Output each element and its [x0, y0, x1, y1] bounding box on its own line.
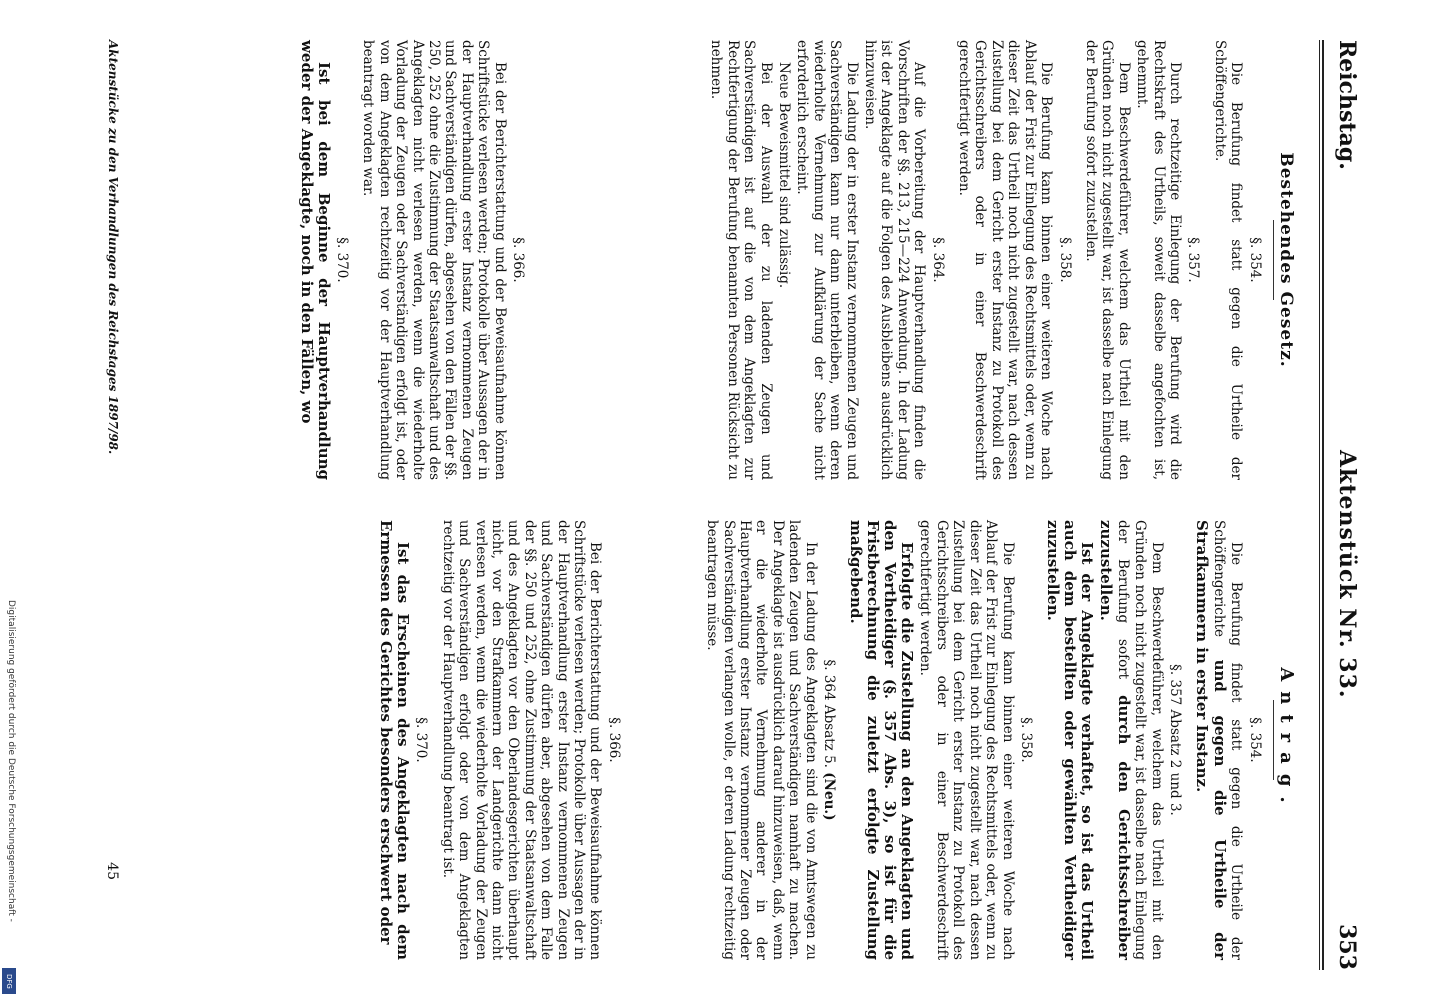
section-text: Bei der Auswahl der zu ladenden Zeugen und Sachverständigen ist auf die von dem Angeklagten zur Rechtfertigung der Berufung benannten Personen Rücksicht zu nehmen. [708, 40, 774, 480]
section-text [1097, 520, 1165, 960]
section-number: §. 354. [1246, 237, 1263, 283]
section-text: In der Ladung des Angeklagten sind die von Amtswegen zu ladenden Zeugen und Sachverständigen namhaft zu machen. Der Angeklagte ist ausdrücklich darauf hinzuweisen, daß, wenn er die wiederholte Vernehmung anderer in der Hauptverhandlung erster Instanz vernommener Zeugen oder Sachverständigen verlangen wolle, er deren Ladung rechtzeitig beantragen müsse. [704, 520, 819, 960]
document-page [80, 0, 1370, 1000]
section-text: Auf die Vorbereitung der Hauptverhandlung finden die Vorschriften der §§. 213, 215—224 Anwendung. In der Ladung ist der Angeklagte auf die Folgen des Ausbleibens ausdrücklich hinzuweisen. [862, 40, 928, 480]
section-number: §. 357 Absatz 2 und 3. [1166, 664, 1183, 816]
header-page-number: 353 [1334, 924, 1360, 970]
header-rule [1322, 40, 1324, 970]
section-number-text: §. 364 Absatz 5. [821, 659, 838, 768]
section-number: §. 358. [1017, 717, 1034, 763]
heading-rule [1273, 700, 1274, 780]
footer-note: Aktenstücke zu den Verhandlungen des Reichstages 1897/98. [106, 40, 120, 455]
credit-text: Digitalisierung gefördert durch die Deutsche Forschungsgemeinschaft - [6, 600, 16, 922]
column-proposal [375, 520, 1300, 960]
section-text: Die Berufung kann binnen einer weiteren Woche nach Ablauf der Frist zur Einlegung des Rechtsmittels oder, wenn zu dieser Zeit das Urtheil noch nicht zugestellt war, nach dessen Zustellung bei dem Gericht erster Instanz zu Protokoll des Gerichtsschreibers oder in einer Beschwerdeschrift gerechtfertigt werden. [956, 40, 1055, 480]
spacer [536, 40, 706, 480]
section-number: §. 370. [413, 717, 430, 763]
section-number: §. 364. [929, 237, 946, 283]
section-number: §. 366. [510, 237, 526, 283]
section-text: Neue Beweismittel sind zulässig. [776, 62, 793, 289]
section-number: §. 354. [1246, 717, 1263, 763]
column-heading: Bestehendes Gesetz. [1276, 152, 1296, 368]
section-text: Die Ladung der in erster Instanz vernommenen Zeugen und Sachverständigen kann nur dann unterbleiben, wenn deren wiederholte Vernehmung zur Aufklärung der Sache nicht erforderlich erscheint. [794, 40, 860, 480]
section-text [1193, 520, 1244, 960]
header-center: Aktenstück Nr. 33. [1334, 450, 1360, 699]
amended-text: Ist das Erscheinen des Angeklagten nach dem Ermessen des Gerichtes besonders erschwert oder [376, 520, 412, 960]
section-number: §. 358. [1056, 237, 1073, 283]
amended-text: Ist der Angeklagte verhaftet, so ist das Urtheil auch dem bestellten oder gewählten Vertheidiger zuzustellen. [1043, 520, 1096, 960]
section-text: Dem Beschwerdeführer, welchem das Urtheil mit den Gründen noch nicht zugestellt war, ist dasselbe nach Einlegung der Berufung sofort zuzustellen. [1082, 40, 1132, 480]
digitization-credit [0, 0, 20, 1000]
header-rule-thin [1319, 40, 1320, 970]
amended-text: durch den Gerichtsschreiber zuzustellen. [1097, 520, 1133, 961]
header-left: Reichstag. [1334, 40, 1360, 170]
section-text: Bei der Berichterstattung und der Beweisaufnahme können Schriftstücke verlesen werden; Protokolle über Aussagen der in der Hauptverhandlung erster Instanz vernommenen Zeugen und Sachverständigen dürfen aber, abgesehen von dem Falle der §§. 250 und 252, ohne Zustimmung der Staatsanwaltschaft und des Angeklagten vor den Oberlandesgerichten überhaupt nicht, vor den Strafkammern der Landgerichte dann nicht verlesen werden, wenn die wiederholte Vorladung der Zeugen und Sachverständigen erfolgt oder von dem Angeklagten rechtzeitig vor der Hauptverhandlung beantragt ist. [439, 520, 604, 960]
column-heading: Antrag. [1276, 667, 1297, 813]
plain-text: Dem Beschwerdeführer, welchem das Urtheil mit den Gründen noch nicht zugestellt war, ist dasselbe nach Einlegung der Berufung sofort [1114, 520, 1165, 960]
section-text: Bei der Berichterstattung und der Beweisaufnahme können Schriftstücke verlesen werden; Protokolle über Aussagen der in der Hauptverhandlung erster Instanz vernommenen Zeugen und Sachverständigen dürfen, abgesehen von den Fällen der §§. 250, 252 ohne die Zustimmung der Staatsanwaltschaft und des Angeklagten nicht verlesen werden, wenn die wiederholte Vorladung der Zeugen oder Sachverständigen erfolgt ist, oder von dem Angeklagten rechtzeitig vor der Hauptverhandlung beantragt worden war. [360, 40, 508, 480]
column-existing-law [296, 40, 1300, 480]
section-text: Die Berufung kann binnen einer weiteren Woche nach Ablauf der Frist zur Einlegung des Rechtsmittels oder, wenn zu dieser Zeit das Urtheil noch nicht zugestellt war, nach dessen Zustellung bei dem Gericht erster Instanz zu Protokoll des Gerichtsschreibers oder in einer Beschwerdeschrift gerechtfertigt werden. [917, 520, 1016, 960]
page-header [1326, 40, 1366, 970]
section-number [821, 520, 837, 960]
section-number: §. 370. [333, 237, 350, 283]
new-label: (Neu.) [821, 772, 838, 821]
section-text: Die Berufung findet statt gegen die Urtheile der Schöffengerichte. [1211, 40, 1245, 480]
plain-text: Die Berufung findet statt gegen die Urtheile der Schöffengerichte [1210, 520, 1245, 960]
dfg-logo: DFG [2, 968, 16, 994]
section-number: §. 366. [605, 717, 622, 763]
footer-page-number: 45 [104, 862, 120, 880]
amended-text: Erfolgte die Zustellung an den Angeklagten und den Vertheidiger (§. 357 Abs. 3), so ist für die Fristberechnung die zuletzt erfolgte Zustellung maßgebend. [847, 520, 917, 960]
section-number: §. 357. [1185, 237, 1202, 283]
heading-rule [1273, 220, 1274, 300]
amended-text: und gegen die Urtheile der Strafkammern in erster Instanz. [1193, 520, 1229, 961]
section-text: Durch rechtzeitige Einlegung der Berufung wird die Rechtskraft des Urtheils, soweit dasselbe angefochten ist, gehemmt. [1134, 40, 1183, 480]
section-text: Ist bei dem Beginne der Hauptverhandlung weder der Angeklagte, noch in den Fällen, wo [297, 40, 333, 480]
spacer [632, 520, 702, 960]
